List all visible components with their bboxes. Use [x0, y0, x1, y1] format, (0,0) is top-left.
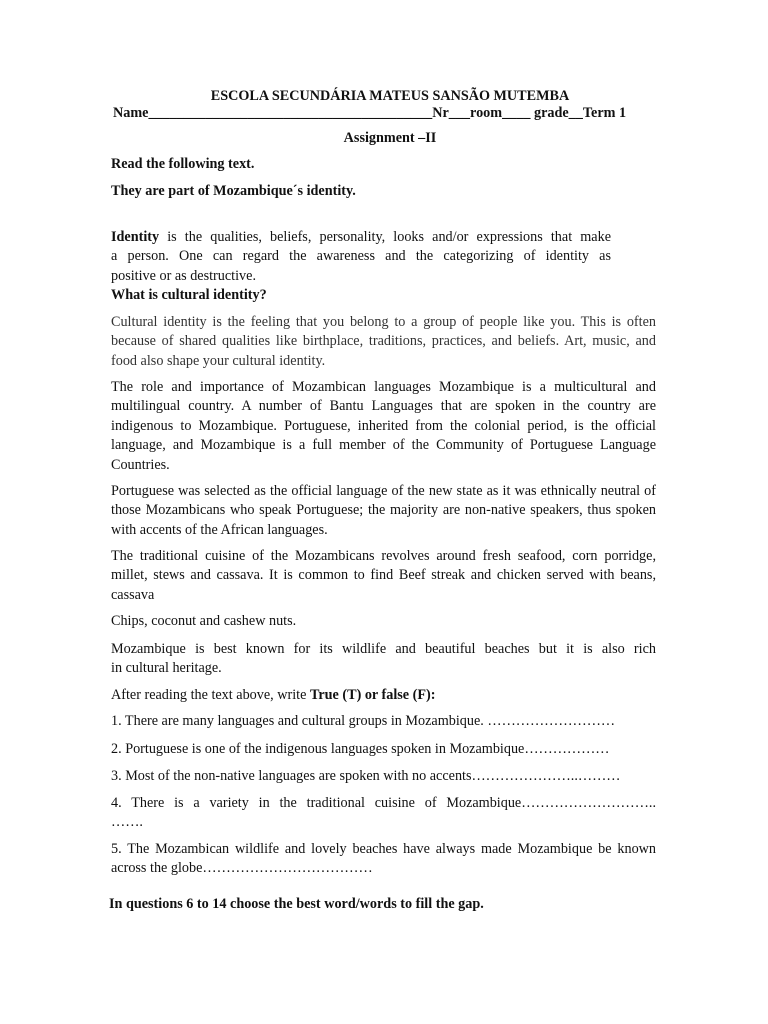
identity-term: Identity: [111, 229, 160, 245]
student-info-line: Name________________________________________Nr___room____ grade__Term 1: [113, 105, 627, 121]
wildlife-line-2: in cultural heritage.: [111, 660, 222, 677]
cultural-identity-heading: What is cultural identity?: [111, 287, 267, 303]
identity-line-3: positive or as destructive.: [111, 267, 256, 284]
question-2: 2. Portuguese is one of the indigenous languages spoken in Mozambique………………: [111, 741, 610, 757]
wildlife-paragraph: [111, 640, 656, 679]
identity-intro: They are part of Mozambique´s identity.: [111, 183, 356, 199]
cuisine-paragraph: The traditional cuisine of the Mozambicans revolves around fresh seafood, corn porridge, millet, stews and cassava. It is common to find Beef streak and chicken served with beans, cassava: [111, 548, 656, 603]
wildlife-line-1: Mozambique is best known for its wildlife and beautiful beaches but it is also rich: [111, 641, 656, 657]
true-false-instruction: [111, 686, 656, 705]
question-4: [111, 794, 656, 833]
read-instruction: Read the following text.: [111, 156, 255, 172]
school-name: ESCOLA SECUNDÁRIA MATEUS SANSÃO MUTEMBA: [210, 88, 570, 104]
portuguese-paragraph: Portuguese was selected as the official language of the new state as it was ethnically neutral of those Mozambicans who speak Portuguese; the majority are non-native speakers, thus spoken with accents of the African languages.: [111, 483, 656, 538]
instruction-bold: True (T) or false (F):: [309, 687, 436, 703]
assignment-title: Assignment –II: [343, 130, 437, 146]
question-4-line-1: 4. There is a variety in the traditional cuisine of Mozambique………………………..: [111, 795, 656, 811]
question-3: 3. Most of the non-native languages are spoken with no accents…………………..………: [111, 768, 621, 784]
languages-paragraph: The role and importance of Mozambican languages Mozambique is a multicultural and multilingual country. A number of Bantu Languages that are spoken in the country are indigenous to Mozambique. Portuguese, inherited from the colonial period, is the official language, and Mozambique is a full member of the Community of Portuguese Language Countries.: [111, 379, 656, 473]
question-1: 1. There are many languages and cultural groups in Mozambique. ………………………: [111, 713, 616, 729]
snacks-line: Chips, coconut and cashew nuts.: [111, 613, 297, 629]
gap-fill-instruction: In questions 6 to 14 choose the best word/words to fill the gap.: [109, 896, 484, 912]
identity-line-2: a person. One can regard the awareness and the categorizing of identity as: [111, 248, 611, 265]
question-4-line-2: …….: [111, 814, 143, 831]
identity-line-1: is the qualities, beliefs, personality, looks and/or expressions that make: [159, 229, 611, 245]
question-5: 5. The Mozambican wildlife and lovely beaches have always made Mozambique be known across the globe………………………………: [111, 841, 656, 877]
identity-definition: [111, 228, 611, 286]
instruction-prefix: After reading the text above, write: [111, 687, 310, 703]
cultural-identity-paragraph: Cultural identity is the feeling that you belong to a group of people like you. This is often because of shared qualities like birthplace, traditions, practices, and beliefs. Art, music, and food also shape your cultural identity.: [111, 314, 656, 369]
